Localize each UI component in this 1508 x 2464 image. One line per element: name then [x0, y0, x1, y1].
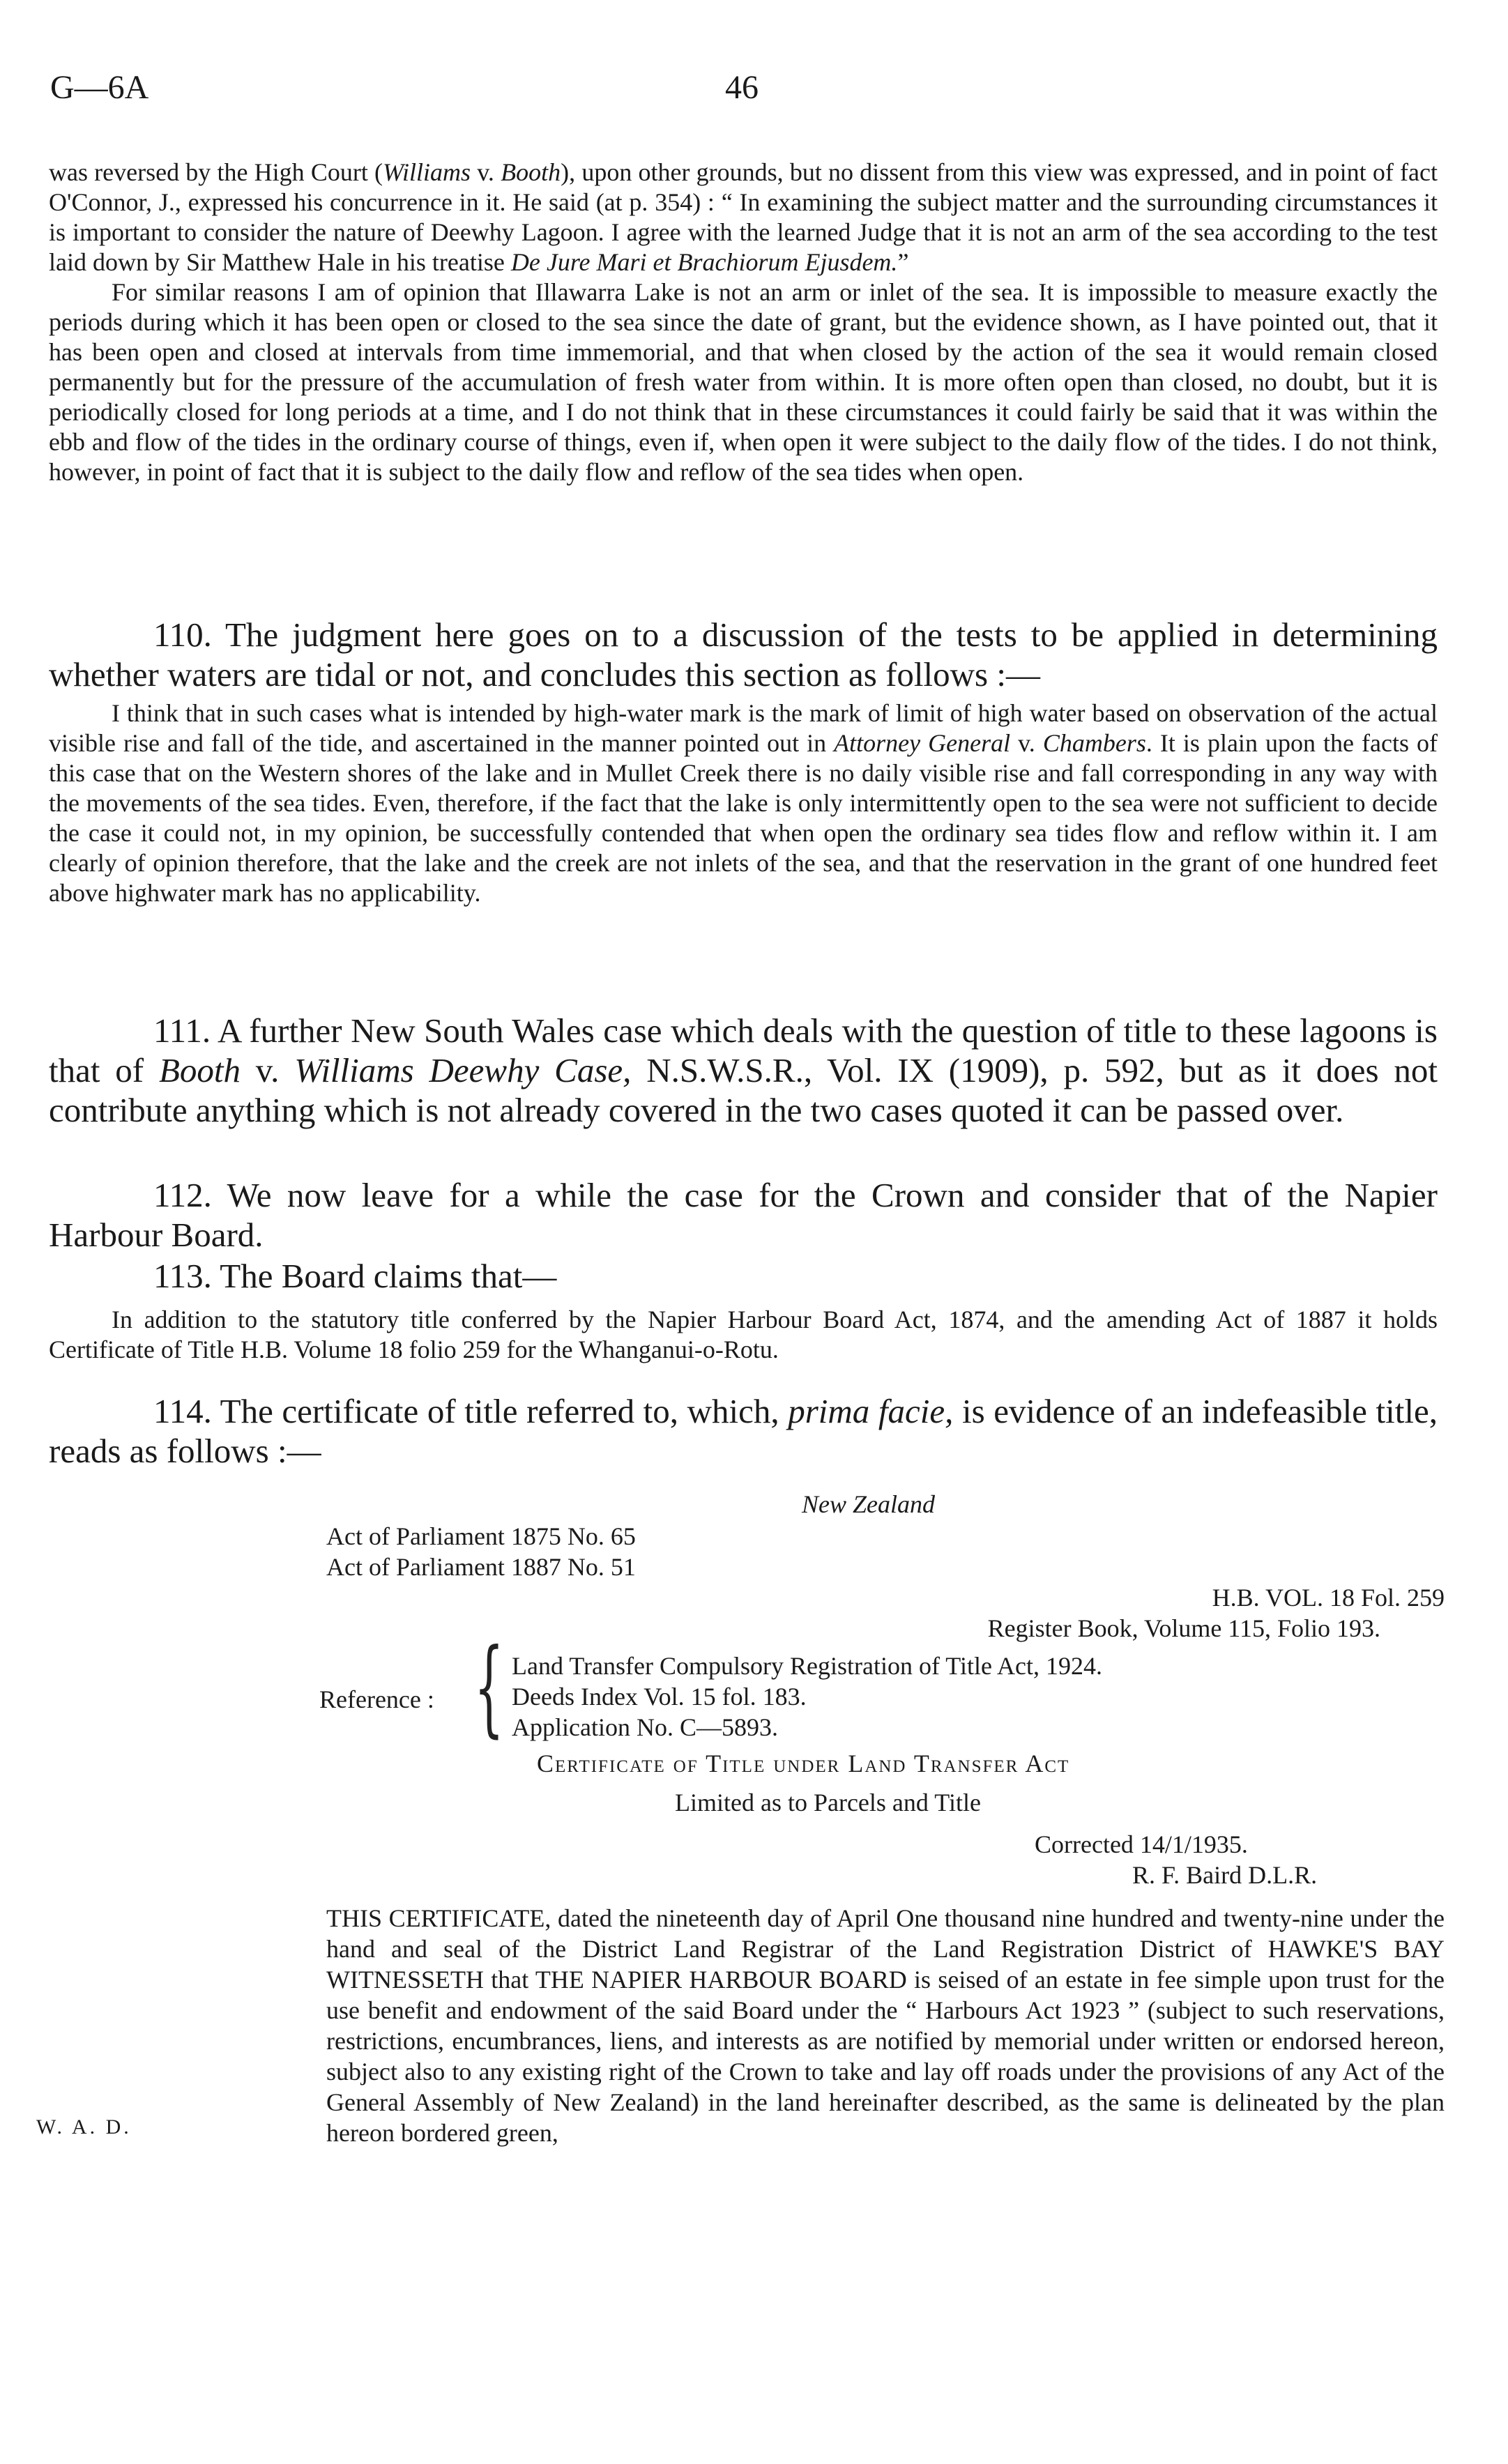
paragraph-110: 110. The judgment here goes on to a discussion of the tests to be applied in determining whether waters are tidal or not, and concludes this section as follows :— — [49, 615, 1438, 694]
certificate-corrected: Corrected 14/1/1935. — [1035, 1830, 1248, 1858]
certificate-body: THIS CERTIFICATE, dated the nineteenth day of April One thousand nine hundred and twenty-nine under the hand and seal of the District Land Registrar of the Land Registration District of HAWKE'S BAY WITNESSETH that THE NAPIER HARBOUR BOARD is seised of an estate in fee simple upon trust for the use benefit and endowment of the said Board under the “ Harbours Act 1923 ” (subject to such reservations, restrictions, encumbrances, liens, and interests as are notified by memorial under written or endorsed hereon, subject also to any existing right of the Crown to take and lay off roads under the provisions of any Act of the General Assembly of New Zealand) in the land hereinafter described, as the same is delineated by the plan hereon bordered green, — [326, 1904, 1445, 2147]
certificate-reference-label: Reference : — [319, 1685, 434, 1713]
document-reference: G—6A — [50, 69, 149, 106]
certificate-act-2: Act of Parliament 1887 No. 51 — [326, 1553, 636, 1581]
certificate-register: Register Book, Volume 115, Folio 193. — [987, 1614, 1380, 1642]
paragraph-112: 112. We now leave for a while the case for the Crown and consider that of the Napier Harbour Board. — [49, 1176, 1438, 1254]
quote-block-2: I think that in such cases what is intended by high-water mark is the mark of limit of high water based on observation of the actual visible rise and fall of the tide, and ascertained in the manner pointed out in Attorney General v. Chambers. It is plain upon the facts of this case that on the Western shores of the lake and in Mullet Creek there is no daily visible rise and fall corresponding in any way with the movements of the sea tides. Even, therefore, if the fact that the lake is only intermittently open to the sea were not sufficient to decide the case it could not, in my opinion, be successfully contended that when open the ordinary sea tides flow and reflow within it. I am clearly of opinion therefore, that the lake and the creek are not inlets of the sea, and that the reservation in the grant of one hundred feet above highwater mark has no applicability. — [49, 699, 1438, 907]
paragraph-114: 114. The certificate of title referred to, which, prima facie, is evidence of an indefeasible title, reads as follows :— — [49, 1392, 1438, 1470]
paragraph-number: 114. — [153, 1392, 212, 1430]
margin-initials: W. A. D. — [36, 2115, 132, 2138]
paragraph-number: 110. — [153, 615, 212, 654]
paragraph-111: 111. A further New South Wales case which deals with the question of title to these lagoons is that of Booth v. Williams Deewhy Case, N.S.W.S.R., Vol. IX (1909), p. 592, but as it does not contribute anything which is not already covered in the two cases quoted it can be passed over. — [49, 1011, 1438, 1129]
quote-block-3: In addition to the statutory title conferred by the Napier Harbour Board Act, 1874, and the amending Act of 1887 it holds Certificate of Title H.B. Volume 18 folio 259 for the Whanganui-o-Rotu. — [49, 1306, 1438, 1363]
certificate-signature: R. F. Baird D.L.R. — [1132, 1861, 1318, 1889]
certificate-subheading: Limited as to Parcels and Title — [675, 1789, 981, 1816]
quote-block-1 — [49, 158, 1438, 487]
paragraph-number: 111. — [153, 1011, 211, 1050]
certificate-country: New Zealand — [802, 1490, 936, 1518]
certificate-heading: Certificate of Title under Land Transfer Act — [537, 1750, 1070, 1777]
certificate-reference-1: Land Transfer Compulsory Registration of Title Act, 1924. — [512, 1652, 1103, 1680]
page-number: 46 — [725, 69, 759, 106]
certificate-reference-2: Deeds Index Vol. 15 fol. 183. — [512, 1683, 807, 1711]
paragraph-number: 113. — [153, 1257, 212, 1295]
quote-paragraph: was reversed by the High Court (Williams v. Booth), upon other grounds, but no dissent from this view was expressed, and in point of fact O'Connor, J., expressed his concurrence in it. He said (at p. 354) : “ In examining the subject matter and the surrounding circumstances it is important to consider the nature of Deewhy Lagoon. I agree with the learned Judge that it is not an arm of the sea according to the test laid down by Sir Matthew Hale in his treatise De Jure Mari et Brachiorum Ejusdem.” — [49, 158, 1438, 276]
paragraph-number: 112. — [153, 1176, 212, 1214]
reference-brace: { — [474, 1627, 504, 1748]
certificate-reference-3: Application No. C—5893. — [512, 1713, 778, 1741]
paragraph-113: 113. The Board claims that— — [153, 1257, 557, 1295]
certificate-volume: H.B. VOL. 18 Fol. 259 — [1212, 1584, 1445, 1612]
certificate-act-1: Act of Parliament 1875 No. 65 — [326, 1522, 636, 1550]
quote-paragraph: For similar reasons I am of opinion that Illawarra Lake is not an arm or inlet of the sea. It is impossible to measure exactly the periods during which it has been open or closed to the sea since the date of grant, but the evidence shown, as I have pointed out, that it has been open and closed at intervals from time immemorial, and that when closed by the action of the sea it would remain closed permanently but for the pressure of the accumulation of fresh water from within. It is more often open than closed, no doubt, but it is periodically closed for long periods at a time, and I do not think that in these circumstances it could fairly be said that it was within the ebb and flow of the tides in the ordinary course of things, even if, when open it were subject to the daily flow of the tides. I do not think, however, in point of fact that it is subject to the daily flow and reflow of the sea tides when open. — [49, 278, 1438, 486]
